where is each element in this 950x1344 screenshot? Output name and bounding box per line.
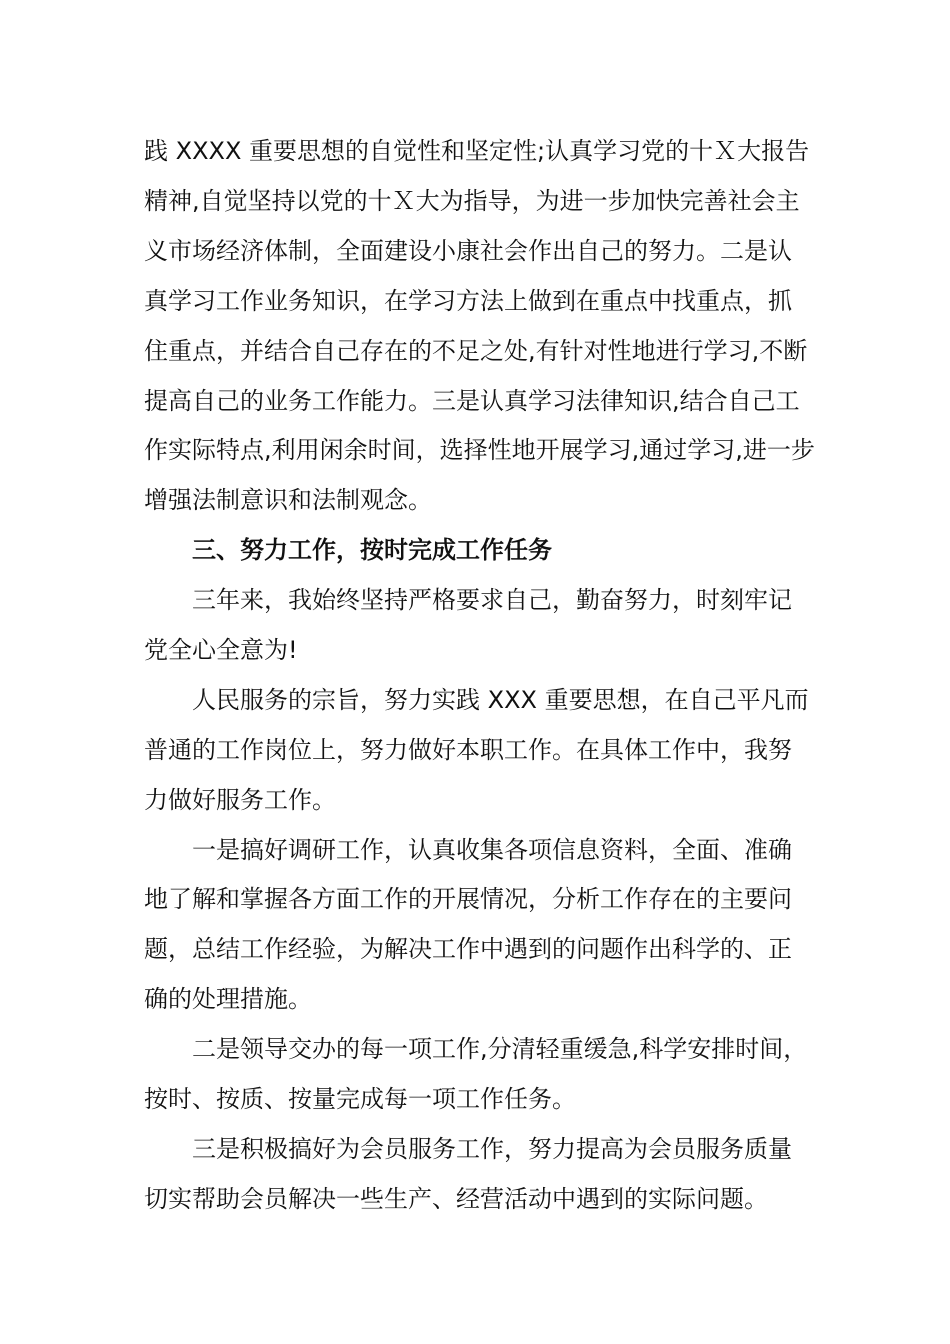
text-line: 义市场经济体制，全面建设小康社会作出自己的努力。二是认 xyxy=(144,237,792,265)
text-line: 三年来，我始终坚持严格要求自己，勤奋努力，时刻牢记 xyxy=(192,586,792,614)
text-line: 精神,自觉坚持以党的十Ｘ大为指导，为进一步加快完善社会主 xyxy=(144,187,800,215)
text-line: 作实际特点,利用闲余时间，选择性地开展学习,通过学习,进一步 xyxy=(144,436,815,464)
text-line: 普通的工作岗位上，努力做好本职工作。在具体工作中，我努 xyxy=(144,736,792,764)
text-line: 人民服务的宗旨，努力实践 XXX 重要思想，在自己平凡而 xyxy=(192,686,809,714)
section-heading: 三、努力工作，按时完成工作任务 xyxy=(192,536,552,564)
text-line: 确的处理措施。 xyxy=(144,985,312,1013)
text-line: 题，总结工作经验，为解决工作中遇到的问题作出科学的、正 xyxy=(144,935,792,963)
text-line: 提高自己的业务工作能力。三是认真学习法律知识,结合自己工 xyxy=(144,387,800,415)
text-line: 一是搞好调研工作，认真收集各项信息资料，全面、准确 xyxy=(192,836,792,864)
text-line: 三是积极搞好为会员服务工作，努力提高为会员服务质量 xyxy=(192,1135,792,1163)
text-line: 真学习工作业务知识，在学习方法上做到在重点中找重点，抓 xyxy=(144,287,792,315)
text-line: 党全心全意为! xyxy=(144,636,298,664)
text-line: 按时、按质、按量完成每一项工作任务。 xyxy=(144,1085,576,1113)
text-line: 住重点，并结合自己存在的不足之处,有针对性地进行学习,不断 xyxy=(144,337,808,365)
text-line: 地了解和掌握各方面工作的开展情况，分析工作存在的主要问 xyxy=(144,885,792,913)
text-line: 二是领导交办的每一项工作,分清轻重缓急,科学安排时间， xyxy=(192,1035,808,1063)
text-line: 增强法制意识和法制观念。 xyxy=(144,486,432,514)
text-line: 切实帮助会员解决一些生产、经营活动中遇到的实际问题。 xyxy=(144,1185,768,1213)
text-line: 力做好服务工作。 xyxy=(144,786,336,814)
text-line: 践 XXXX 重要思想的自觉性和坚定性;认真学习党的十Ｘ大报告 xyxy=(144,137,810,165)
